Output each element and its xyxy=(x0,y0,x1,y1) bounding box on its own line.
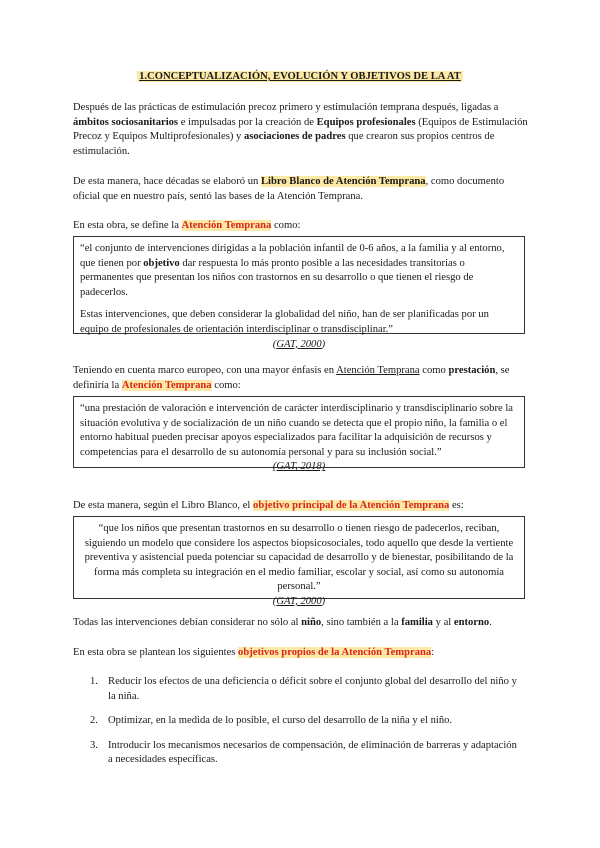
objectives-list xyxy=(73,675,518,768)
citation: (GAT, 2000) xyxy=(272,596,326,608)
paragraph-interventions: Todas las intervenciones debían considerar no sólo al niño, sino también a la familia y al entorno. xyxy=(73,617,492,628)
quote-paragraph: “una prestación de valoración e intervención de carácter interdisciplinario y transdisciplinario sobre la situación evolutiva y de socialización de un niño cuando se detecta que el propio niño, la familia o el entorno habitual pueden precisar apoyos especializados para facilitar la adquisición de recursos y competencias para el desarrollo de su autonomía personal y para su inclusión social.” xyxy=(80,403,513,458)
quote-paragraph: “el conjunto de intervenciones dirigidas a la población infantil de 0-6 años, a la familia y al entorno, que tienen por objetivo dar respuesta lo más pronto posible a las necesidades transitorias o permanentes que presentan los niños con trastornos en su desarrollo o que tienen el riesgo de padecerlos. xyxy=(80,243,505,298)
quote-box-definition-2000 xyxy=(73,236,525,350)
citation: (GAT, 2018) xyxy=(272,461,326,473)
paragraph-intro: Después de las prácticas de estimulación precoz primero y estimulación temprana después, ligadas a ámbitos sociosanitarios e impulsadas por la creación de Equipos profesionales (Equipos de Estimulación Precoz y Equipos Multiprofesionales) y asociaciones de padres que crearon sus propios centros de estimulación. xyxy=(73,102,528,157)
paragraph-european-framework: Teniendo en cuenta marco europeo, con una mayor énfasis en Atención Temprana como prestación, se definiría la Atención Temprana como: xyxy=(73,365,510,391)
quote-paragraph: “que los niños que presentan trastornos en su desarrollo o tienen riesgo de padecerlos, reciban, siguiendo un modelo que considere los aspectos biopsicosociales, todo aquello que desde la vertiente preventiva y asistencial pueda potenciar su capacidad de desarrollo y de bienestar, posibilitando de la forma más completa su integración en el medio familiar, escolar y social, así como su autonomía personal.” xyxy=(84,523,514,593)
list-item: 1. Reducir los efectos de una deficiencia o déficit sobre el conjunto global del desarrollo del niño y la niña. xyxy=(90,676,517,702)
paragraph-main-objective-intro: De esta manera, según el Libro Blanco, el objetivo principal de la Atención Temprana es: xyxy=(73,500,464,511)
quote-box-definition-2018 xyxy=(73,396,525,473)
paragraph-definition-intro: En esta obra, se define la Atención Temprana como: xyxy=(73,220,301,231)
list-item: 2. Optimizar, en la medida de lo posible, el curso del desarrollo de la niña y el niño. xyxy=(90,715,453,727)
list-item: 3. Introducir los mecanismos necesarios de compensación, de eliminación de barreras y adaptación a necesidades específicas. xyxy=(90,739,517,766)
citation: (GAT, 2000) xyxy=(272,338,326,350)
paragraph-libro-blanco: De esta manera, hace décadas se elaboró un Libro Blanco de Atención Temprana, como documento oficial que en nuestro país, sentó las bases de la Atención Temprana. xyxy=(73,176,505,202)
paragraph-objectives-intro: En esta obra se plantean los siguientes objetivos propios de la Atención Temprana: xyxy=(73,647,435,658)
section-title: 1.CONCEPTUALIZACIÓN, EVOLUCIÓN Y OBJETIVOS DE LA AT xyxy=(139,71,461,82)
quote-box-main-objective xyxy=(73,516,525,608)
quote-paragraph: Estas intervenciones, que deben considerar la globalidad del niño, han de ser planificadas por un equipo de profesionales de orientación interdisciplinar o transdisciplinar.” xyxy=(80,309,489,336)
